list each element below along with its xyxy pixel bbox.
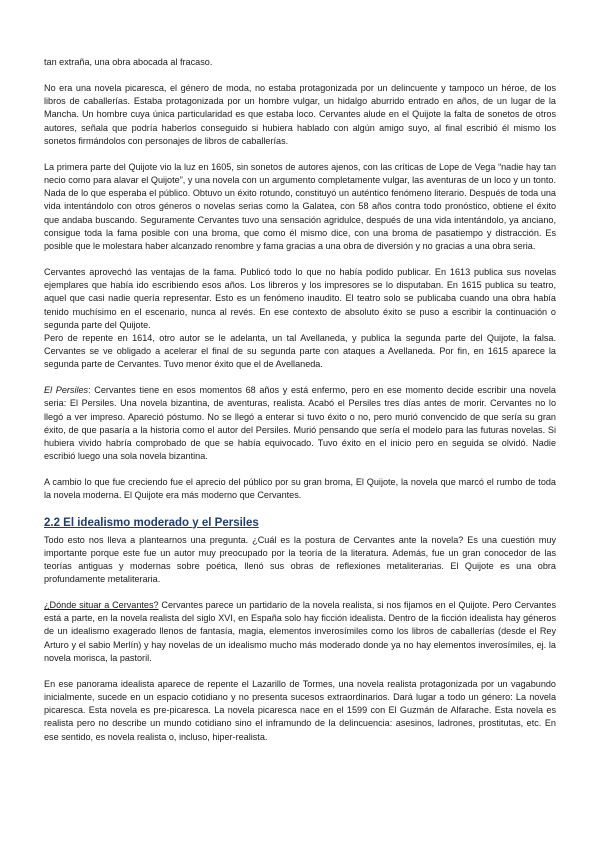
paragraph-primera-parte: La primera parte del Quijote vio la luz en 1605, sin sonetos de autores ajenos, con las críticas de Lope de Vega “nadie hay tan necio como para alavar el Quijote”, y una novela con un argumento completamente vulgar, las aventuras de un loco y un tonto. Nada de lo que esperaba el público. Obtuvo un éxito rotundo, constituyó un auténtico fenómeno literario. Después de toda una vida intentándolo con otros géneros o novelas serias como la Galatea, con 58 años contra todo pronóstico, obtiene el éxito que andaba buscando. Seguramente Cervantes tuvo una sensación agridulce, después de una vida intentándolo, ya anciano, consigue toda la fama posible con una broma, que como él mismo dice, con una broma de pasatiempo y distracción. Es posible que le molestara haber alcanzado renombre y fama gracias a una obra de diversión y no gracias a una obra seria. bbox=[44, 161, 556, 251]
paragraph-postura-cervantes: Todo esto nos lleva a plantearnos una pregunta. ¿Cuál es la postura de Cervantes ante la novela? Es una cuestión muy importante porque este fue un autor muy preocupado por la teoría de la literatura. Además, fue un gran conocedor de las teorías antiguas y modernas sobre poética, llenó sus obras de reflexiones metaliterarias. El Quijote es una obra profundamente metaliteraria. bbox=[44, 534, 556, 584]
persiles-text: : Cervantes tiene en esos momentos 68 años y está enfermo, pero en ese momento decide escribir una novela seria: El Persiles. Una novela bizantina, de aventuras, realista. Acabó el Persiles tres días antes de morir. Cervantes no lo llegó a ver impreso. Apareció póstumo. No se llegó a enterar si tuvo éxito o no, pero murió convencido de que sería su gran éxito, de que pasaría a la historia como el autor del Persiles. Murió pensando que sería el modelo para las futuras novelas. Si hubiera vivido habría comprobado de que se había equivocado. Tuvo éxito en el inicio pero en seguida se olvidó. Nadie escribió luego una sola novela bizantina. bbox=[44, 385, 556, 462]
persiles-lead: El Persiles bbox=[44, 385, 89, 396]
paragraph-avellaneda: Pero de repente en 1614, otro autor se le adelanta, un tal Avellaneda, y publica la segunda parte del Quijote, la falsa. Cervantes se ve obligado a acelerar el final de su segunda parte con ataques a Avellaneda. Por fin, en 1615 aparece la segunda parte de Cervantes. Tuvo menor éxito que el de Avellaneda. bbox=[44, 332, 556, 370]
donde-situar-lead: ¿Dónde situar a Cervantes? bbox=[44, 600, 159, 611]
paragraph-gran-broma: A cambio lo que fue creciendo fue el aprecio del público por su gran broma, El Quijote, la novela que marcó el rumbo de toda la novela moderna. El Quijote era más moderno que Cervantes. bbox=[44, 477, 556, 501]
paragraph-persiles bbox=[44, 384, 556, 463]
paragraph-lazarillo: En ese panorama idealista aparece de repente el Lazarillo de Tormes, una novela realista protagonizada por un vagabundo inicialmente, sucede en un espacio cotidiano y no presenta sucesos extraordinarios. Dará lugar a todo un género: La novela picaresca. Esta novela es pre-picaresca. La novela picaresca nace en el 1599 con El Guzmán de Alfarache. Esta novela es realista pero no describe un mundo cotidiano sino el inframundo de la delincuencia: asesinos, ladrones, prostitutas, etc. En ese sentido, es novela realista o, incluso, hiper-realista. bbox=[44, 678, 556, 742]
document-body bbox=[44, 56, 556, 757]
paragraph-continuation: tan extraña, una obra abocada al fracaso. bbox=[44, 57, 213, 67]
section-heading: 2.2 El idealismo moderado y el Persiles bbox=[44, 516, 259, 529]
donde-situar-text: Cervantes parece un partidario de la novela realista, si nos fijamos en el Quijote. Pero Cervantes está a parte, en la novela realista del siglo XVI, en España solo hay ficción idealista. Dentro de la ficción idealista hay géneros de un idealismo exagerado llenos de fantasía, magia, elementos inverosímiles como los libros de caballerías (desde el Rey Arturo y el sabio Merlín) y hay novelas de un idealismo mucho más moderado donde ya no hay elementos inverosímiles, ej. la novela morisca, la pastoril. bbox=[44, 600, 556, 663]
paragraph-novela-picaresca: No era una novela picaresca, el género de moda, no estaba protagonizada por un delincuente y tampoco un héroe, de los libros de caballerías. Estaba protagonizada por un hombre vulgar, un hidalgo aburrido entrado en años, de un lugar de la Mancha. Un hombre cuya única particularidad es que estaba loco. Cervantes alude en el Quijote la falta de sonetos de otros autores, señala que podría haberlos conseguido si hubiera hablado con algún amigo suyo, al final escribió él mismo los sonetos firmándolos con personajes de libros de caballerías. bbox=[44, 83, 556, 146]
paragraph-ventajas-fama: Cervantes aprovechó las ventajas de la fama. Publicó todo lo que no había podido publicar. En 1613 publica sus novelas ejemplares que había ido escribiendo esos años. Los libreros y los impresores se lo disputaban. En 1615 publica su teatro, aquel que casi nadie quería representar. Esto es un fenómeno inaudito. El teatro solo se publicaba cuando una obra había tenido muchísimo en el escenario, nunca al revés. En ese contexto de absoluto éxito se puso a escribir la continuación o segunda parte del Quijote. bbox=[44, 267, 556, 330]
paragraph-donde-situar bbox=[44, 599, 556, 665]
